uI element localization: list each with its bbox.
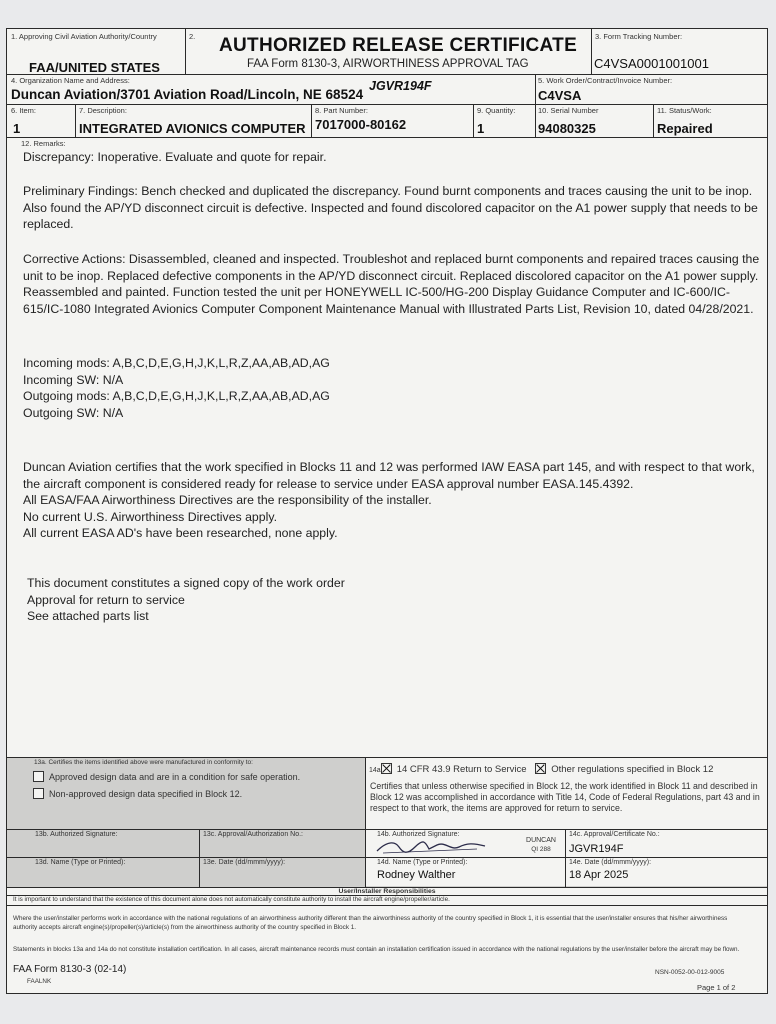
form-subtitle: FAA Form 8130-3, AIRWORTHINESS APPROVAL TAG — [247, 58, 529, 70]
block14d-label: 14d. Name (Type or Printed): — [377, 859, 468, 866]
status-label: 11. Status/Work: — [657, 106, 712, 115]
option2-text: Non-approved design data specified in Block 12. — [49, 789, 243, 799]
block13d-label: 13d. Name (Type or Printed): — [35, 859, 126, 866]
cert-line: No current U.S. Airworthiness Directives apply. — [23, 509, 277, 524]
release-certificate — [6, 28, 768, 994]
footer-line1: It is important to understand that the existence of this document alone does not automatically constitute authority to install the aircraft engine/propeller/article. — [13, 896, 450, 903]
form-title: AUTHORIZED RELEASE CERTIFICATE — [219, 35, 578, 56]
option-other-text: Other regulations specified in Block 12 — [551, 764, 714, 775]
approving-authority: FAA/UNITED STATES — [29, 60, 160, 75]
cert-line: All EASA/FAA Airworthiness Directives are the responsibility of the installer. — [23, 493, 432, 508]
mods-line: Incoming SW: N/A — [23, 372, 124, 387]
quantity-label: 9. Quantity: — [477, 106, 516, 115]
block14e-value: 18 Apr 2025 — [569, 869, 629, 881]
checkbox-14cfr-return[interactable] — [381, 763, 392, 774]
part-number-label: 8. Part Number: — [315, 106, 368, 115]
signed-line: This document constitutes a signed copy of the work order — [27, 576, 345, 590]
nsn-number: NSN-0052-00-012-9005 — [655, 969, 725, 976]
organization-name: Duncan Aviation/3701 Aviation Road/Lincoln, NE 68524 — [11, 87, 364, 102]
cert-line: Duncan Aviation certifies that the work specified in Blocks 11 and 12 was performed IAW EASA part 145, and with respect to that work, the aircraft component is considered ready for release to service under EASA approval number EASA.145.4392. — [23, 460, 755, 491]
checkbox-other-regulations[interactable] — [535, 763, 546, 774]
signed-line: Approval for return to service — [27, 592, 185, 607]
block13a-option2 — [33, 788, 242, 800]
form-id: FAA Form 8130-3 (02-14) — [13, 964, 127, 975]
corrective-actions-text: Corrective Actions: Disassembled, cleaned and inspected. Troubleshot and replaced burnt components and repaired traces causing the unit to be inop. Replaced defective components in the AP/YD disconnect circuit. Replaced discolored capacitor on the A1 power supply. Reassembled and painted. Function tested the unit per HONEYWELL IC-500/HG-200 Display Guidance Computer and IC-600/IC-615/IC-1080 Integrated Avionics Computer Component Maintenance Manual with Illustrated Parts List, Revision 10, dated 04/28/2021. — [23, 252, 760, 316]
remarks-label: 12. Remarks: — [21, 139, 66, 148]
block14b-label: 14b. Authorized Signature: — [377, 831, 460, 838]
part-number-mark: JGVR194F — [369, 79, 432, 93]
checkbox-non-approved-design[interactable] — [33, 788, 44, 799]
work-order-label: 5. Work Order/Contract/Invoice Number: — [538, 76, 673, 85]
block13b-label: 13b. Authorized Signature: — [35, 831, 118, 838]
status-value: Repaired — [657, 121, 713, 136]
block14a-options — [369, 763, 713, 777]
item-label: 6. Item: — [11, 106, 37, 115]
mods-line: Incoming mods: A,B,C,D,E,G,H,J,K,L,R,Z,AA,AB,AD,AG — [23, 356, 330, 370]
block13c-label: 13c. Approval/Authorization No.: — [203, 831, 304, 838]
signed-line: See attached parts list — [27, 609, 149, 624]
faalnk-code: FAALNK — [27, 978, 52, 985]
block13a-label: 13a. Certifies the items identified above were manufactured in conformity to: — [34, 759, 253, 766]
mods-line: Outgoing SW: N/A — [23, 405, 124, 420]
certification-block — [23, 459, 761, 542]
block14e-label: 14e. Date (dd/mmm/yyyy): — [569, 859, 652, 866]
page-number: Page 1 of 2 — [697, 983, 736, 992]
signed-copy-block — [27, 575, 765, 625]
tracking-label: 3. Form Tracking Number: — [595, 32, 683, 41]
checkbox-approved-design[interactable] — [33, 771, 44, 782]
block14a-statement: Certifies that unless otherwise specified in Block 12, the work identified in Block 11 and described in Block 12 was accomplished in accordance with Title 14, Code of Federal Regulations, part 43 and in respect to that work, the items are approved for return to service. — [370, 781, 760, 813]
inspector-stamp-name: DUNCAN — [526, 837, 556, 844]
description-value: INTEGRATED AVIONICS COMPUTER — [79, 121, 306, 136]
discrepancy-text: Discrepancy: Inoperative. Evaluate and quote for repair. — [23, 150, 327, 164]
block14c-value: JGVR194F — [569, 843, 624, 855]
block13a-option1 — [33, 771, 300, 783]
footer-line2: Where the user/installer performs work in accordance with the national regulations of an airworthiness authority different than the airworthiness authority of the country specified in Block 1, it is essential that the user/installer ensures that his/her airworthiness authority accepts aircraft engine(s)/propeller(s)/article(s) from the airworthiness authority of the country specified in Block 1. — [13, 915, 728, 931]
item-value: 1 — [13, 121, 21, 136]
findings-text: Preliminary Findings: Bench checked and duplicated the discrepancy. Found burnt components and traces causing the unit to be inop. Also found the AP/YD disconnect circuit is defective. Inspected and found discolored capacitor on the A1 power supply that needs to be replaced. — [23, 184, 758, 232]
block14d-value: Rodney Walther — [377, 869, 456, 881]
block14c-label: 14c. Approval/Certificate No.: — [569, 831, 660, 838]
block14a-label: 14a — [369, 767, 381, 774]
option1-text: Approved design data and are in a condition for safe operation. — [49, 772, 301, 782]
cert-line: All current EASA AD's have been researched, none apply. — [23, 526, 338, 541]
option-14cfr-text: 14 CFR 43.9 Return to Service — [396, 764, 527, 775]
tracking-number: C4VSA0001001001 — [594, 56, 709, 71]
serial-label: 10. Serial Number — [538, 106, 599, 115]
quantity-value: 1 — [477, 121, 485, 136]
block2-label: 2. — [189, 32, 196, 41]
part-number-value: 7017000-80162 — [315, 117, 407, 132]
authorized-signature — [373, 837, 491, 857]
description-label: 7. Description: — [79, 106, 127, 115]
block13e-label: 13e. Date (dd/mmm/yyyy): — [203, 859, 286, 866]
serial-value: 94080325 — [538, 121, 596, 136]
mods-block — [23, 355, 761, 421]
inspector-stamp-id: QI 288 — [531, 846, 551, 853]
organization-label: 4. Organization Name and Address: — [11, 76, 130, 85]
responsibilities-heading: User/Installer Responsibilities — [338, 888, 436, 895]
approving-authority-label: 1. Approving Civil Aviation Authority/Country — [11, 32, 157, 41]
mods-line: Outgoing mods: A,B,C,D,E,G,H,J,K,L,R,Z,AA,AB,AD,AG — [23, 389, 330, 404]
work-order-number: C4VSA — [538, 88, 582, 103]
footer-line3: Statements in blocks 13a and 14a do not constitute installation certification. In all cases, aircraft maintenance records must contain an installation certification issued in accordance with the national regulations by the user/installer before the aircraft may be flown. — [13, 946, 740, 953]
